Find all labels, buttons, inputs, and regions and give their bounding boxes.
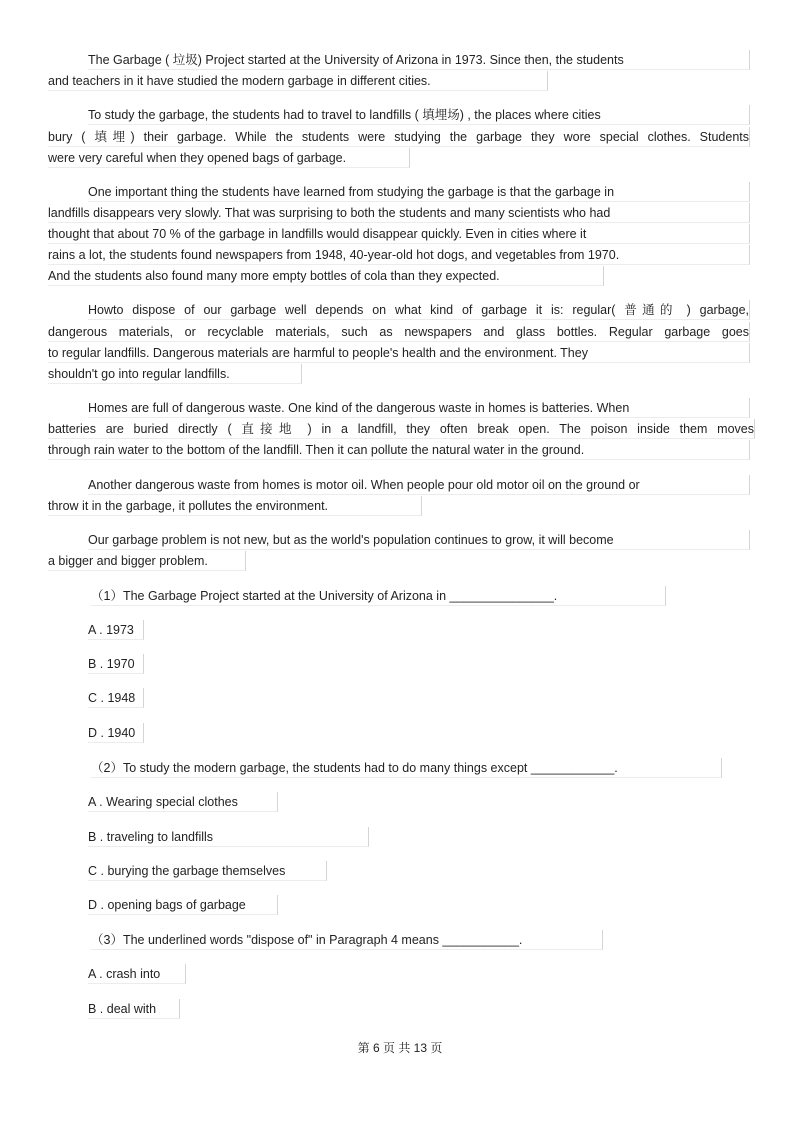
p4-line-2: dangerous materials, or recyclable materials, such as newspapers and glass bottles. Regular garbage goes xyxy=(48,322,750,342)
p3-line-5: And the students also found many more empty bottles of cola than they expected. xyxy=(48,266,604,286)
question-1-option-b: B . 1970 xyxy=(88,654,144,674)
page-number-footer: 第 6 页 共 13 页 xyxy=(357,1041,443,1055)
question-2-option-b: B . traveling to landfills xyxy=(88,827,369,847)
p5-line-3: through rain water to the bottom of the landfill. Then it can pollute the natural water in the ground. xyxy=(48,440,750,460)
p3-line-2: landfills disappears very slowly. That was surprising to both the students and many scientists who had xyxy=(48,203,750,223)
question-3-option-b: B . deal with xyxy=(88,999,180,1019)
p5-line-2: batteries are buried directly ( 直接地 ) in a landfill, they often break open. The poison inside them moves xyxy=(48,419,755,439)
question-2-option-d: D . opening bags of garbage xyxy=(88,895,278,915)
question-2-option-a: A . Wearing special clothes xyxy=(88,792,278,812)
question-3-prompt: （3）The underlined words "dispose of" in Paragraph 4 means ___________. xyxy=(91,930,603,950)
p4-line-3: to regular landfills. Dangerous materials are harmful to people's health and the environment. They xyxy=(48,343,750,363)
p1-line-2: and teachers in it have studied the modern garbage in different cities. xyxy=(48,71,548,91)
p3-line-1: One important thing the students have learned from studying the garbage is that the garbage in xyxy=(88,182,750,202)
p3-line-3: thought that about 70 % of the garbage in landfills would disappear quickly. Even in cities where it xyxy=(48,224,750,244)
p2-line-1: To study the garbage, the students had to travel to landfills ( 填埋场) , the places where cities xyxy=(88,105,750,125)
question-1-option-c: C . 1948 xyxy=(88,688,144,708)
p6-line-2: throw it in the garbage, it pollutes the environment. xyxy=(48,496,422,516)
p7-line-2: a bigger and bigger problem. xyxy=(48,551,246,571)
question-1-prompt: （1）The Garbage Project started at the University of Arizona in _______________. xyxy=(91,586,666,606)
question-2-option-c: C . burying the garbage themselves xyxy=(88,861,327,881)
p5-line-1: Homes are full of dangerous waste. One kind of the dangerous waste in homes is batteries. When xyxy=(88,398,750,418)
p4-line-4: shouldn't go into regular landfills. xyxy=(48,364,302,384)
question-2-prompt: （2）To study the modern garbage, the students had to do many things except ____________. xyxy=(91,758,722,778)
p4-line-1: Howto dispose of our garbage well depends on what kind of garbage it is: regular( 普通的 ) garbage, xyxy=(88,300,750,320)
p3-line-4: rains a lot, the students found newspapers from 1948, 40-year-old hot dogs, and vegetables from 1970. xyxy=(48,245,750,265)
question-3-option-a: A . crash into xyxy=(88,964,186,984)
question-1-option-d: D . 1940 xyxy=(88,723,144,743)
p2-line-2: bury ( 填埋) their garbage. While the students were studying the garbage they wore special clothes. Students xyxy=(48,127,750,147)
question-1-option-a: A . 1973 xyxy=(88,620,144,640)
p6-line-1: Another dangerous waste from homes is motor oil. When people pour old motor oil on the ground or xyxy=(88,475,750,495)
p1-line-1: The Garbage ( 垃圾) Project started at the University of Arizona in 1973. Since then, the students xyxy=(88,50,750,70)
p7-line-1: Our garbage problem is not new, but as the world's population continues to grow, it will become xyxy=(88,530,750,550)
p2-line-3: were very careful when they opened bags of garbage. xyxy=(48,148,410,168)
